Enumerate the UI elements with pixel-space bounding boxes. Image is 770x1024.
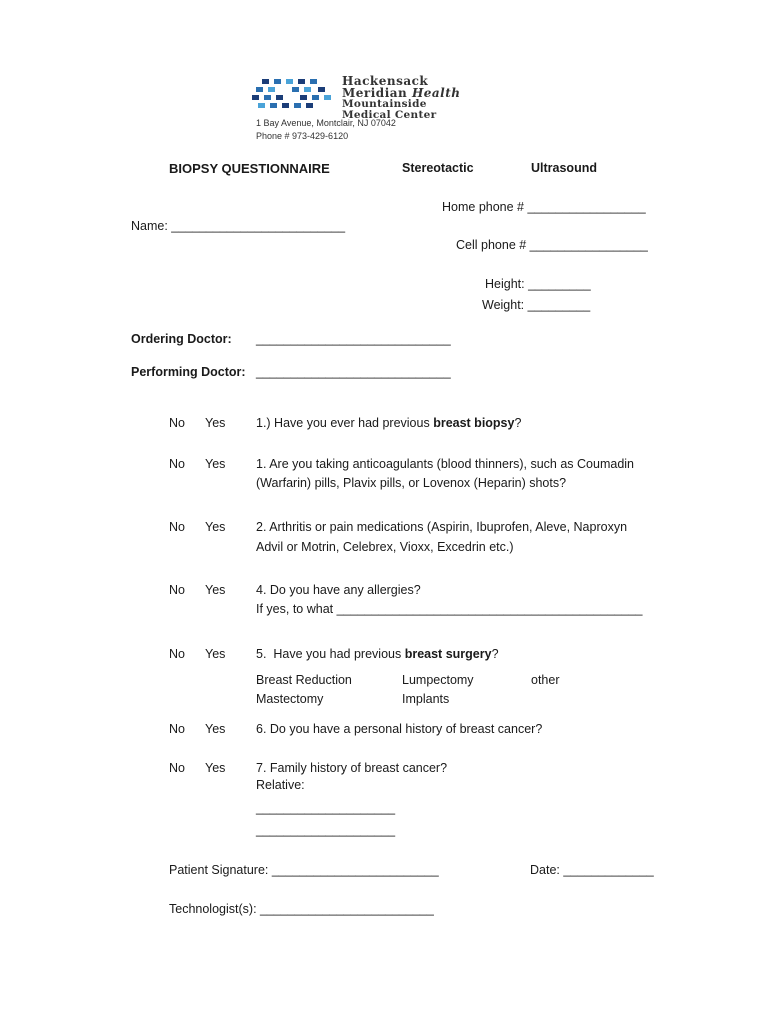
logo-tile [252,95,259,100]
q7-no[interactable]: No [169,761,185,775]
logo-tile [264,95,271,100]
question-5: 5. Have you had previous breast surgery? [256,647,499,661]
surgery-option-other[interactable]: other [531,673,560,687]
logo-line-2: Meridian Health [342,86,461,100]
surgery-option-mastectomy[interactable]: Mastectomy [256,692,324,706]
relative-field-1[interactable]: ____________________ [256,801,396,815]
q5-no[interactable]: No [169,647,185,661]
logo-line-4: Medical Center [342,108,437,121]
logo-tile [304,87,311,92]
ordering-doctor-label: Ordering Doctor: [131,332,232,346]
q1-yes[interactable]: Yes [205,416,226,430]
surgery-option-implants[interactable]: Implants [402,692,450,706]
q6-no[interactable]: No [169,722,185,736]
date-field[interactable]: Date: _____________ [530,863,654,877]
allergies-field[interactable]: If yes, to what ____________________________________________ [256,602,643,616]
logo-tile [256,87,263,92]
performing-doctor-field[interactable]: ____________________________ [256,365,451,379]
name-field[interactable]: Name: _________________________ [131,219,346,233]
surgery-option-lumpectomy[interactable]: Lumpectomy [402,673,474,687]
q6-yes[interactable]: Yes [205,722,226,736]
logo-tile [298,79,305,84]
hospital-logo-text [342,75,461,120]
form-title: BIOPSY QUESTIONNAIRE [169,161,330,176]
question-6: 6. Do you have a personal history of breast cancer? [256,722,543,736]
question-7-relative-label: Relative: [256,778,305,792]
q1-no[interactable]: No [169,416,185,430]
q2-yes[interactable]: Yes [205,457,226,471]
logo-line-3: Mountainside [342,98,427,110]
ordering-doctor-field[interactable]: ____________________________ [256,332,451,346]
question-7-line-1: 7. Family history of breast cancer? [256,761,448,775]
option-ultrasound[interactable]: Ultrasound [531,161,597,175]
q4-yes[interactable]: Yes [205,583,226,597]
question-4-line-1: 4. Do you have any allergies? [256,583,421,597]
hospital-address: 1 Bay Avenue, Montclair, NJ 07042 [256,118,396,128]
question-3-line-2: Advil or Motrin, Celebrex, Vioxx, Excedrin etc.) [256,540,514,554]
patient-signature-field[interactable]: Patient Signature: ________________________ [169,863,439,877]
logo-tile [312,95,319,100]
logo-tile [310,79,317,84]
technologist-field[interactable]: Technologist(s): _________________________ [169,902,434,916]
logo-tile [258,103,265,108]
logo-tile [276,95,283,100]
height-field[interactable]: Height: _________ [485,277,591,291]
logo-tile [268,87,275,92]
q3-no[interactable]: No [169,520,185,534]
q7-yes[interactable]: Yes [205,761,226,775]
logo-tile [318,87,325,92]
option-stereotactic[interactable]: Stereotactic [402,161,474,175]
surgery-option-breast-reduction[interactable]: Breast Reduction [256,673,352,687]
cell-phone-field[interactable]: Cell phone # _________________ [456,238,648,252]
question-1: 1.) Have you ever had previous breast biopsy? [256,416,522,430]
weight-field[interactable]: Weight: _________ [482,298,591,312]
q3-yes[interactable]: Yes [205,520,226,534]
relative-field-2[interactable]: ____________________ [256,823,396,837]
performing-doctor-label: Performing Doctor: [131,365,246,379]
home-phone-field[interactable]: Home phone # _________________ [442,200,646,214]
question-3-line-1: 2. Arthritis or pain medications (Aspirin, Ibuprofen, Aleve, Naproxyn [256,520,628,534]
q5-yes[interactable]: Yes [205,647,226,661]
question-2-line-2: (Warfarin) pills, Plavix pills, or Lovenox (Heparin) shots? [256,476,567,490]
logo-tile [282,103,289,108]
logo-tile [262,79,269,84]
logo-tile [324,95,331,100]
question-2-line-1: 1. Are you taking anticoagulants (blood thinners), such as Coumadin [256,457,635,471]
logo-tile [300,95,307,100]
logo-line-1: Hackensack [342,74,429,88]
q4-no[interactable]: No [169,583,185,597]
logo-tile [274,79,281,84]
logo-tile [306,103,313,108]
logo-tile [270,103,277,108]
q2-no[interactable]: No [169,457,185,471]
hospital-phone: Phone # 973-429-6120 [256,131,349,141]
logo-tile [292,87,299,92]
logo-tile [294,103,301,108]
hmh-logo-mark [248,75,336,109]
logo-tile [286,79,293,84]
